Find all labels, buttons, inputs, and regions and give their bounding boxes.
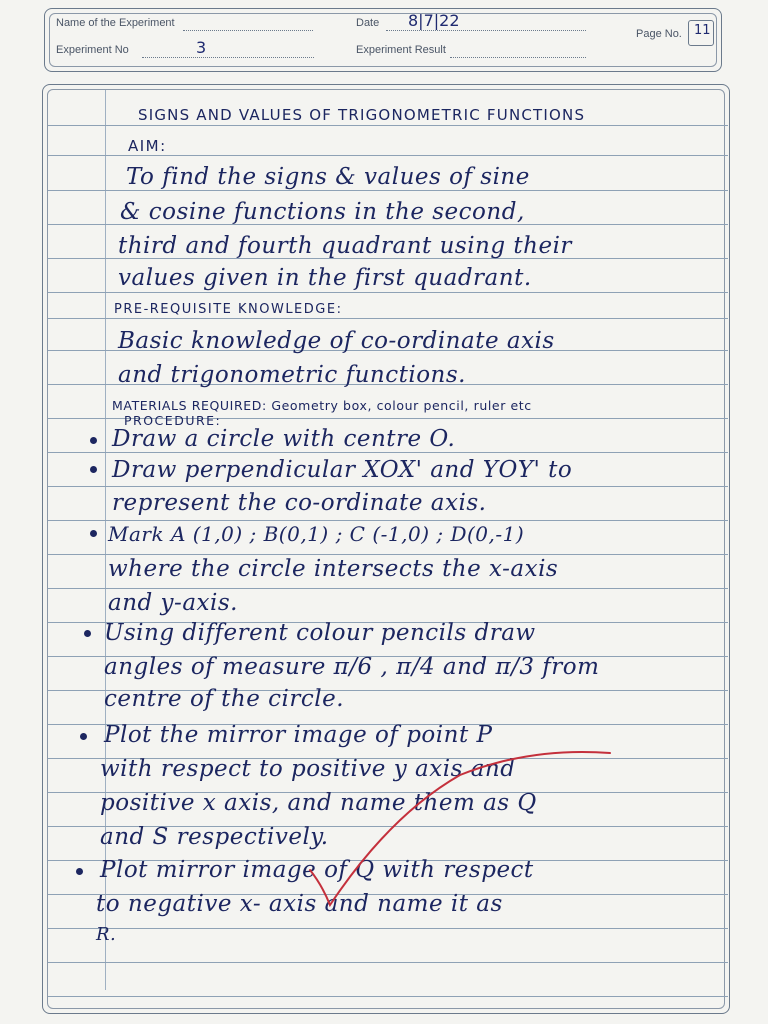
materials-line: MATERIALS REQUIRED: Geometry box, colour pencil, ruler etc [112, 398, 532, 413]
procedure-line: and y-axis. [108, 590, 238, 616]
procedure-line: Draw perpendicular XOX' and YOY' to [112, 457, 573, 483]
prereq-line: and trigonometric functions. [118, 362, 466, 388]
procedure-line: represent the co-ordinate axis. [112, 490, 487, 516]
bullet [90, 530, 97, 537]
procedure-line: positive x axis, and name them as Q [100, 790, 537, 816]
procedure-line: Mark A (1,0) ; B(0,1) ; C (-1,0) ; D(0,-1) [108, 522, 525, 546]
page-no-value: 11 [694, 23, 711, 38]
aim-line: values given in the first quadrant. [118, 265, 532, 291]
aim-line: & cosine functions in the second, [120, 199, 525, 225]
experiment-no-value: 3 [196, 38, 207, 57]
aim-line: To find the signs & values of sine [126, 164, 530, 190]
procedure-line: R. [96, 924, 117, 945]
margin-line [105, 90, 106, 990]
bullet [76, 868, 83, 875]
red-tick-mark [300, 745, 620, 925]
procedure-line: Draw a circle with centre O. [112, 426, 456, 452]
procedure-line: with respect to positive y axis and [100, 756, 516, 782]
aim-line: third and fourth quadrant using their [118, 233, 572, 259]
date-value: 8|7|22 [408, 11, 460, 30]
procedure-line: to negative x- axis and name it as [96, 891, 503, 917]
experiment-result-label: Experiment Result [356, 44, 446, 56]
prereq-heading: PRE-REQUISITE KNOWLEDGE: [114, 302, 343, 317]
procedure-line: Using different colour pencils draw [104, 620, 536, 646]
bullet [90, 466, 97, 473]
procedure-line: centre of the circle. [104, 686, 345, 712]
procedure-line: Plot mirror image of Q with respect [100, 857, 534, 883]
procedure-line: Plot the mirror image of point P [104, 722, 493, 748]
bullet [90, 437, 97, 444]
aim-heading: AIM: [128, 137, 167, 155]
procedure-heading: PROCEDURE: [124, 413, 222, 428]
procedure-line: angles of measure π/6 , π/4 and π/3 from [104, 654, 600, 680]
procedure-line: where the circle intersects the x-axis [108, 556, 559, 582]
bullet [84, 630, 91, 637]
procedure-line: and S respectively. [100, 824, 329, 850]
experiment-name-label: Name of the Experiment [56, 17, 175, 29]
page-no-label: Page No. [636, 28, 682, 40]
page-title: SIGNS AND VALUES OF TRIGONOMETRIC FUNCTIONS [138, 106, 586, 124]
experiment-no-label: Experiment No [56, 44, 129, 56]
date-label: Date [356, 17, 380, 29]
bullet [80, 733, 87, 740]
prereq-line: Basic knowledge of co-ordinate axis [118, 328, 555, 354]
